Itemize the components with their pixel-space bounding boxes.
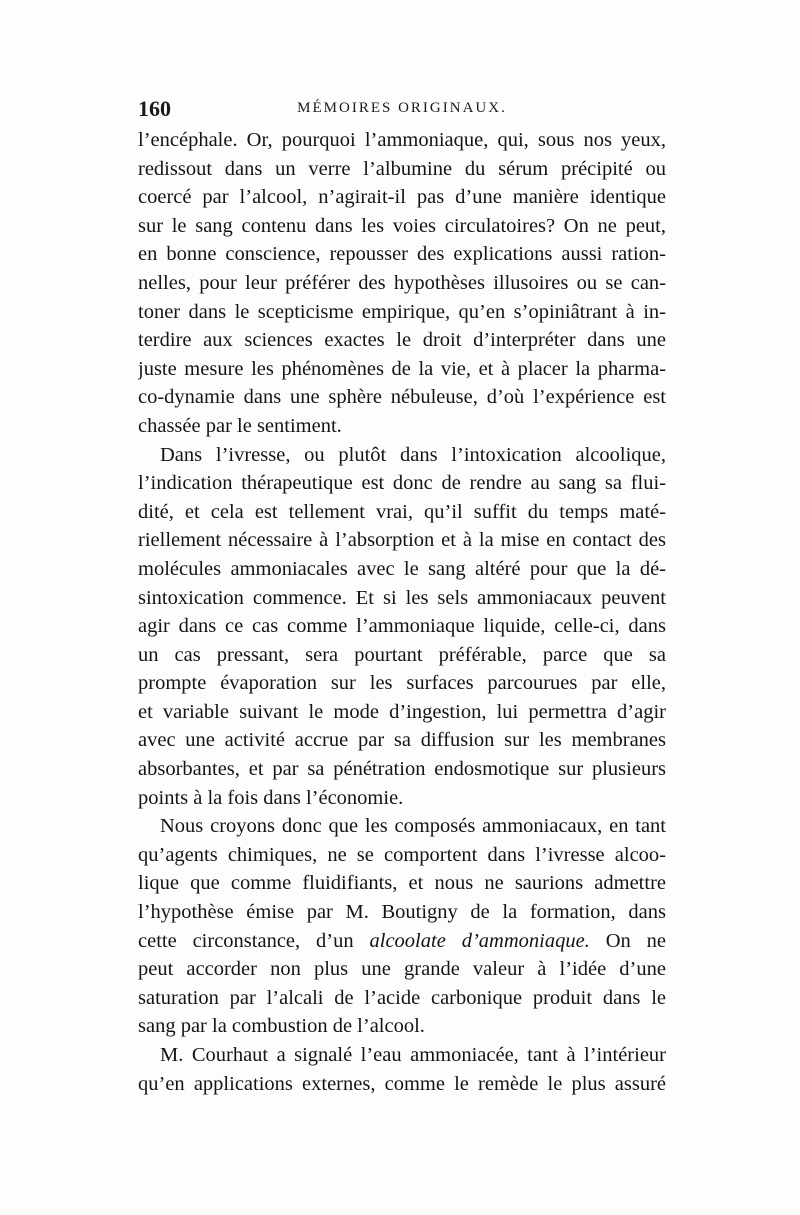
text-line: riellement nécessaire à l’absorption et à la mise en contact des [138, 529, 666, 552]
text-line: lique que comme fluidifiants, et nous ne saurions admettre [138, 872, 666, 895]
text-line: coercé par l’alcool, n’agirait-il pas d’une manière identique [138, 186, 666, 209]
paragraph-4 [138, 1041, 666, 1098]
text-line: toner dans le scepticisme empirique, qu’en s’opiniâtrant à in- [138, 300, 666, 323]
text-line: peut accorder non plus une grande valeur à l’idée d’une [138, 958, 666, 981]
text-line: en bonne conscience, repousser des explications aussi ration- [138, 243, 666, 266]
page-number: 160 [138, 96, 171, 121]
text-line: l’encéphale. Or, pourquoi l’ammoniaque, qui, sous nos yeux, [138, 129, 666, 151]
text-line: et variable suivant le mode d’ingestion, lui permettra d’agir [138, 700, 666, 723]
text-line: M. Courhaut a signalé l’eau ammoniacée, tant à l’intérieur [160, 1044, 666, 1066]
text-line: qu’agents chimiques, ne se comportent dans l’ivresse alcoo- [138, 843, 666, 866]
text-segment: cette circonstance, d’un [138, 929, 370, 952]
text-line-with-italic [138, 927, 666, 956]
running-title: MÉMOIRES ORIGINAUX. [297, 100, 507, 116]
text-segment: On ne [589, 929, 666, 952]
text-line: agir dans ce cas comme l’ammoniaque liquide, celle-ci, dans [138, 615, 666, 638]
text-line: sur le sang contenu dans les voies circulatoires? On ne peut, [138, 214, 666, 237]
text-line: juste mesure les phénomènes de la vie, et à placer la pharma- [138, 357, 666, 380]
running-head [138, 96, 666, 122]
text-line: sintoxication commence. Et si les sels ammoniacaux peuvent [138, 586, 666, 609]
text-line: l’hypothèse émise par M. Boutigny de la formation, dans [138, 901, 666, 924]
text-line: points à la fois dans l’économie. [138, 786, 404, 809]
text-line: qu’en applications externes, comme le remède le plus assuré [138, 1072, 666, 1095]
paragraph-3 [138, 812, 666, 1041]
text-line: molécules ammoniacales avec le sang altéré pour que la dé- [138, 557, 666, 580]
paragraph-1 [138, 126, 666, 441]
text-line: absorbantes, et par sa pénétration endosmotique sur plusieurs [138, 758, 666, 781]
italic-phrase: alcoolate d’ammoniaque. [369, 929, 590, 952]
text-line: prompte évaporation sur les surfaces parcourues par elle, [138, 672, 666, 695]
text-line: redissout dans un verre l’albumine du sérum précipité ou [138, 157, 666, 180]
paragraph-2 [138, 441, 666, 813]
text-line: avec une activité accrue par sa diffusion sur les membranes [138, 729, 666, 752]
text-line: sang par la combustion de l’alcool. [138, 1015, 425, 1038]
text-line: nelles, pour leur préférer des hypothèses illusoires ou se can- [138, 271, 666, 294]
text-line: co-dynamie dans une sphère nébuleuse, d’où l’expérience est [138, 386, 666, 409]
text-line: Dans l’ivresse, ou plutôt dans l’intoxication alcoolique, [160, 443, 666, 466]
text-line: dité, et cela est tellement vrai, qu’il suffit du temps maté- [138, 500, 666, 523]
text-line: l’indication thérapeutique est donc de rendre au sang sa flui- [138, 472, 666, 495]
text-line: Nous croyons donc que les composés ammoniacaux, en tant [160, 815, 666, 838]
body-text [138, 126, 666, 1098]
text-line: terdire aux sciences exactes le droit d’interpréter dans une [138, 329, 666, 352]
text-line: un cas pressant, sera pourtant préférable, parce que sa [138, 643, 666, 666]
text-line: saturation par l’alcali de l’acide carbonique produit dans le [138, 986, 666, 1009]
text-line: chassée par le sentiment. [138, 414, 342, 437]
